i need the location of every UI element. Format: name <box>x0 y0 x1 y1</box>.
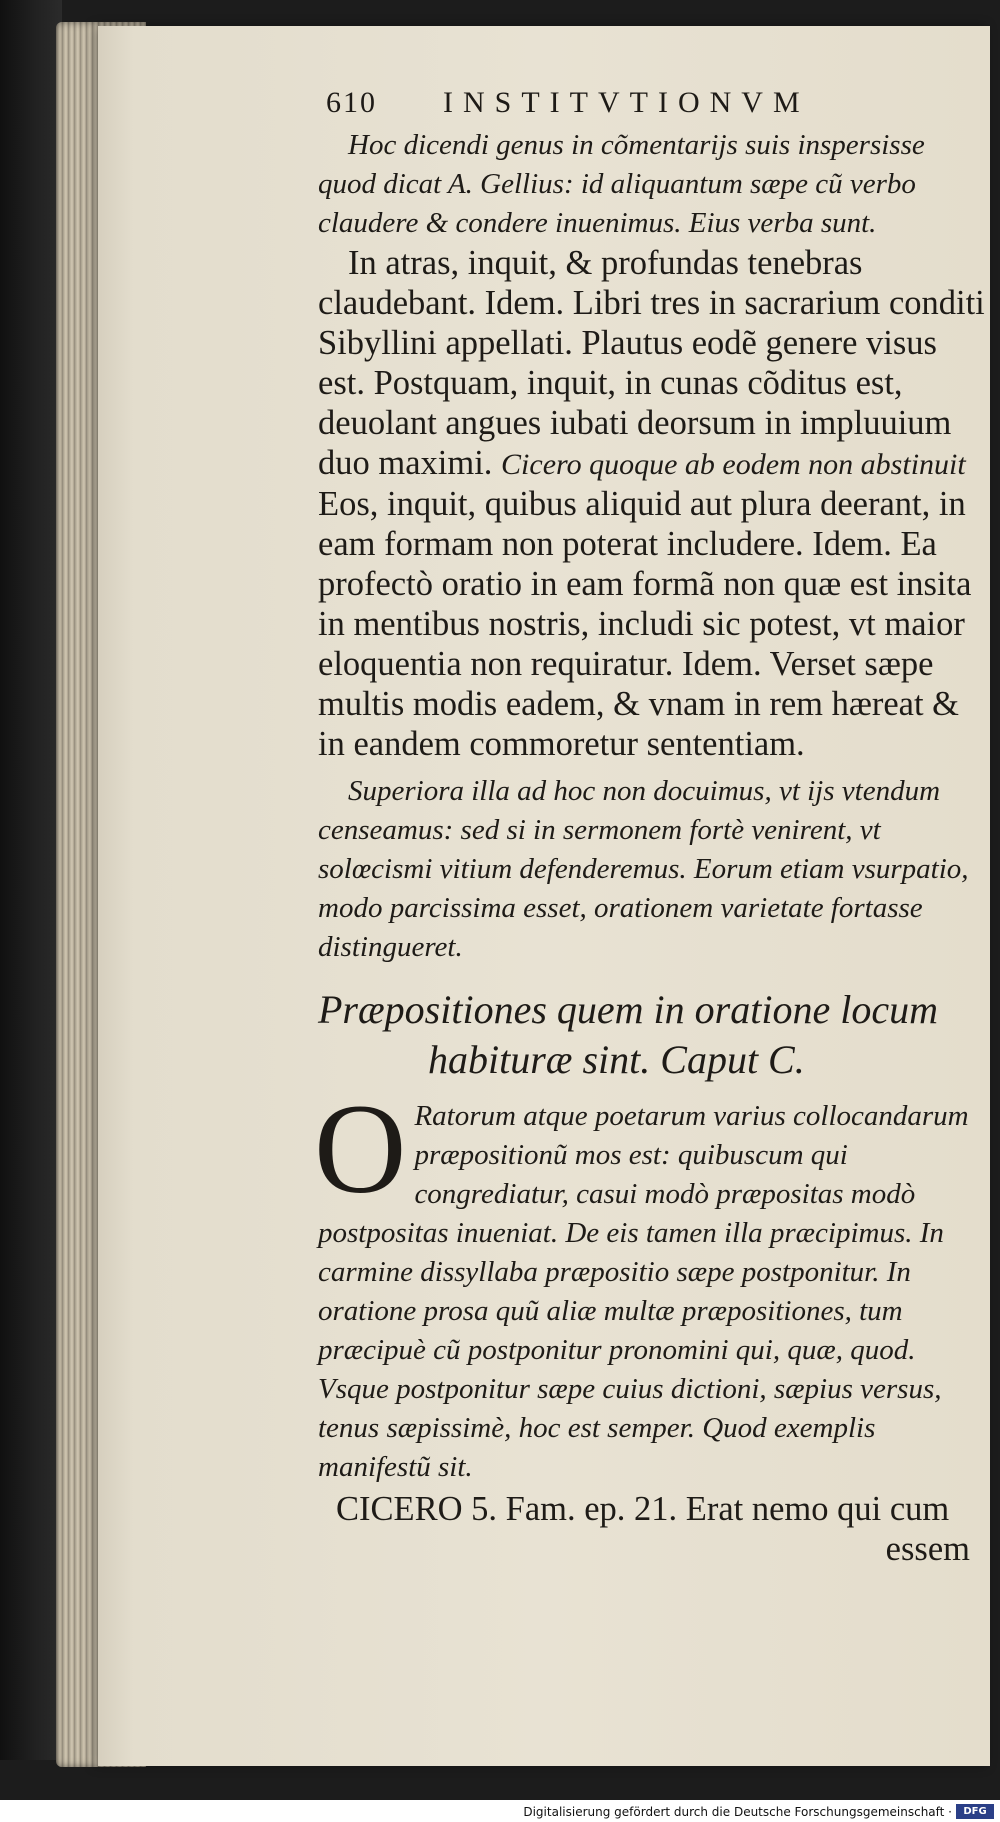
running-header <box>326 86 986 120</box>
note-paragraph: Superiora illa ad hoc non docuimus, vt ijs vtendum censeamus: sed si in sermonem fortè venirent, vt solœcismi vitium defenderemus. Eorum etiam vsurpatio, modo parcissima esset, orationem varietate fortasse distingueret. <box>318 775 969 963</box>
dfg-logo: DFG <box>956 1804 994 1819</box>
body-paragraph <box>318 243 986 764</box>
page-text <box>314 86 986 1569</box>
chapter-title-line1: Præpositiones quem in oratione locum <box>318 987 938 1032</box>
intro-paragraph: Hoc dicendi genus in cõmentarijs suis inspersisse quod dicat A. Gellius: id aliquantum sæpe cũ verbo claudere & condere inuenimus. Eius verba sunt. <box>318 129 925 239</box>
page-number: 610 <box>326 86 377 119</box>
chapter-body <box>314 1078 986 1487</box>
body-paragraph-text: In atras, inquit, & profundas tenebras claudebant. Idem. Libri tres in sacrarium conditi Sibyllini appellati. Plautus eodẽ genere visus est. Postquam, inquit, in cunas cõditus est, deuolant angues iubati deorsum in impluuium duo maximi. <box>318 244 985 482</box>
running-title: INSTITVTIONVM <box>443 86 810 119</box>
body-paragraph-tail: Eos, inquit, quibus aliquid aut plura deerant, in eam formam non poterat includere. Idem. Ea profectò oratio in eam formã non quæ est insita in mentibus nostris, includi sic potest, vt maior eloquentia non requiratur. Idem. Verset sæpe multis modis eadem, & vnam in rem hæreat & in eandem commoretur sententiam. <box>318 485 972 763</box>
digitization-credit: Digitalisierung gefördert durch die Deutsche Forschungsgemeinschaft · <box>523 1805 952 1819</box>
footer-bar <box>0 1800 1000 1822</box>
chapter-text: Ratorum atque poetarum varius collocandarum præpositionũ mos est: quibuscum qui congrediatur, casui modò præpositas modò postpositas inueniat. De eis tamen illa præcipimus. In carmine dissyllaba præpositio sæpe postponitur. In oratione prosa quũ aliæ multæ præpositiones, tum præcipuè cũ postponitur pronomini qui, quæ, quod. Vsque postponitur sæpe cuius dictioni, sæpius versus, tenus sæpissimè, hoc est semper. Quod exemplis manifestũ sit. <box>318 1100 969 1483</box>
citation-text: CICERO 5. Fam. ep. 21. Erat nemo qui cum <box>336 1490 950 1528</box>
scan-background <box>0 0 62 1760</box>
catchword: essem <box>885 1530 970 1568</box>
chapter-title-line2: habituræ sint. Caput C. <box>428 1037 805 1082</box>
body-paragraph-italic: Cicero quoque ab eodem non abstinuit <box>501 448 966 481</box>
chapter-heading <box>318 985 986 1085</box>
drop-cap: O <box>314 1078 407 1220</box>
citation-line <box>318 1489 986 1569</box>
